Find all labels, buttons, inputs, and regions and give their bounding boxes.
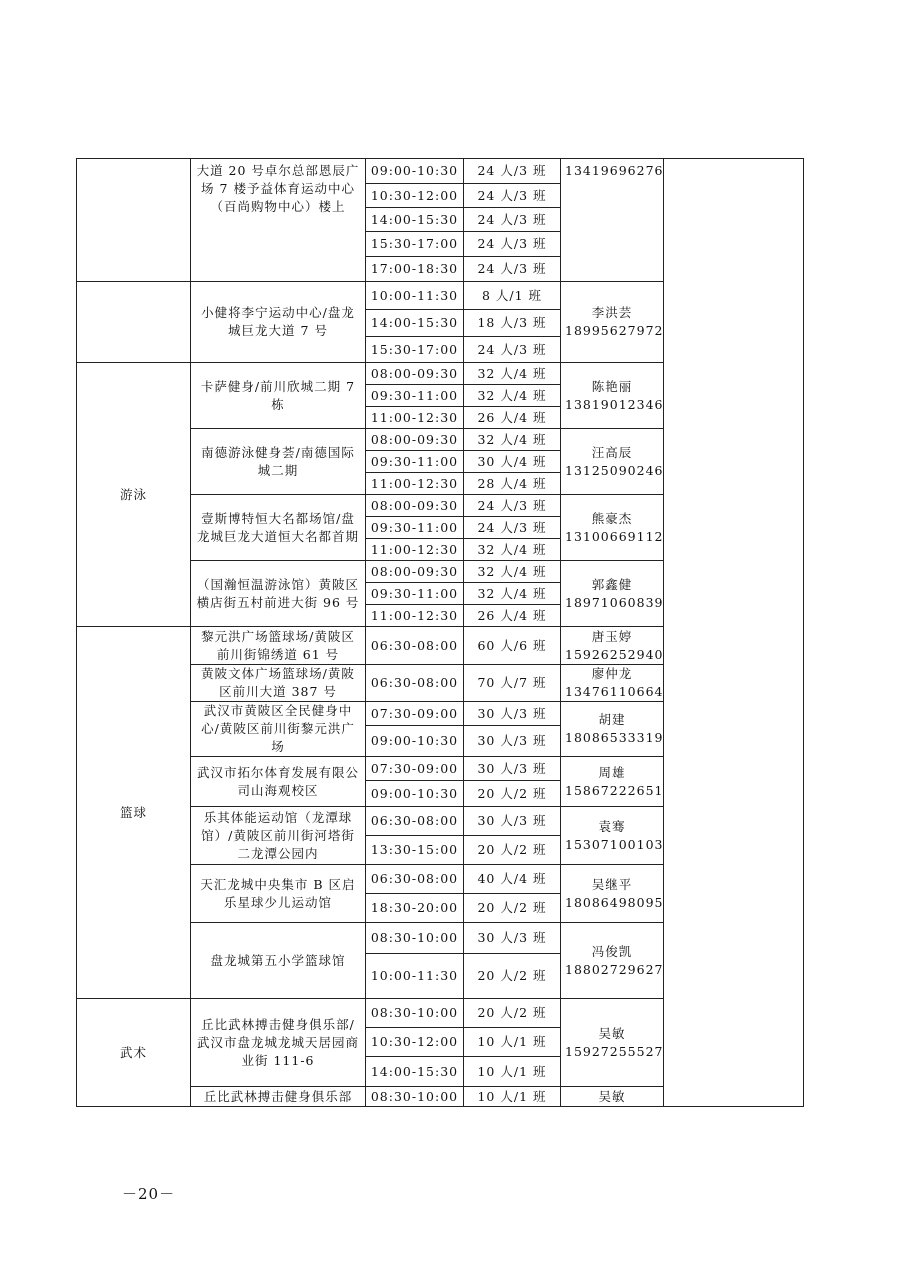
time-slot: 15:30-17:00 xyxy=(366,337,464,363)
contact-cell xyxy=(561,429,664,495)
venue-location: 天汇龙城中央集市 B 区启乐星球少儿运动馆 xyxy=(191,865,366,923)
time-slot: 06:30-08:00 xyxy=(366,665,464,702)
contact-name: 陈艳丽 xyxy=(591,378,633,394)
capacity: 20 人/2 班 xyxy=(464,781,561,807)
capacity: 30 人/4 班 xyxy=(464,451,561,473)
time-slot: 11:00-12:30 xyxy=(366,539,464,561)
capacity: 32 人/4 班 xyxy=(464,539,561,561)
capacity: 32 人/4 班 xyxy=(464,385,561,407)
contact-cell xyxy=(561,757,664,807)
venue-location: 盘龙城第五小学篮球馆 xyxy=(191,923,366,999)
time-slot: 08:00-09:30 xyxy=(366,495,464,517)
capacity: 10 人/1 班 xyxy=(464,1028,561,1057)
contact-cell xyxy=(561,159,664,282)
contact-cell xyxy=(561,665,664,702)
capacity: 30 人/3 班 xyxy=(464,807,561,836)
capacity: 10 人/1 班 xyxy=(464,1087,561,1107)
contact-phone: 18086498095 xyxy=(565,894,664,910)
contact-name: 吴敏 xyxy=(598,1025,626,1041)
contact-phone: 15927255527 xyxy=(565,1043,664,1059)
capacity: 20 人/2 班 xyxy=(464,836,561,865)
contact-cell xyxy=(561,495,664,561)
time-slot: 08:30-10:00 xyxy=(366,923,464,954)
time-slot: 11:00-12:30 xyxy=(366,407,464,429)
contact-phone: 13476110664 xyxy=(565,684,664,699)
time-slot: 11:00-12:30 xyxy=(366,605,464,627)
capacity: 30 人/3 班 xyxy=(464,702,561,726)
time-slot: 14:00-15:30 xyxy=(366,208,464,232)
venue-location: 黎元洪广场篮球场/黄陂区前川街锦绣道 61 号 xyxy=(191,627,366,665)
category-cell-empty xyxy=(77,159,191,282)
venue-location: 黄陂文体广场篮球场/黄陂区前川大道 387 号 xyxy=(191,665,366,702)
contact-name: 袁骞 xyxy=(598,818,626,834)
contact-phone: 18995627972 xyxy=(565,323,664,338)
contact-cell xyxy=(561,363,664,429)
contact-name: 周雄 xyxy=(598,764,626,780)
capacity: 20 人/2 班 xyxy=(464,999,561,1028)
capacity: 32 人/4 班 xyxy=(464,429,561,451)
capacity: 30 人/3 班 xyxy=(464,757,561,781)
contact-name: 胡建 xyxy=(598,712,626,727)
capacity: 24 人/3 班 xyxy=(464,495,561,517)
capacity: 18 人/3 班 xyxy=(464,310,561,337)
time-slot: 08:30-10:00 xyxy=(366,1087,464,1107)
capacity: 8 人/1 班 xyxy=(464,282,561,310)
contact-name: 冯俊凯 xyxy=(591,943,633,959)
category-cell-empty xyxy=(77,282,191,363)
time-slot: 08:00-09:30 xyxy=(366,561,464,583)
capacity: 24 人/3 班 xyxy=(464,517,561,539)
time-slot: 13:30-15:00 xyxy=(366,836,464,865)
time-slot: 17:00-18:30 xyxy=(366,257,464,282)
time-slot: 09:00-10:30 xyxy=(366,159,464,184)
capacity: 70 人/7 班 xyxy=(464,665,561,702)
venue-location: 武汉市拓尔体育发展有限公司山海观校区 xyxy=(191,757,366,807)
capacity: 40 人/4 班 xyxy=(464,865,561,894)
time-slot: 09:00-10:30 xyxy=(366,726,464,757)
capacity: 60 人/6 班 xyxy=(464,627,561,665)
capacity: 24 人/3 班 xyxy=(464,337,561,363)
contact-cell xyxy=(561,702,664,757)
category-basketball: 篮球 xyxy=(77,627,191,999)
contact-cell xyxy=(561,1087,664,1107)
time-slot: 09:30-11:00 xyxy=(366,583,464,605)
contact-name: 汪高辰 xyxy=(591,444,633,460)
capacity: 24 人/3 班 xyxy=(464,184,561,208)
venue-location: 大道 20 号卓尔总部恩辰广场 7 楼予益体育运动中心（百尚购物中心）楼上 xyxy=(191,159,366,282)
capacity: 30 人/3 班 xyxy=(464,923,561,954)
time-slot: 06:30-08:00 xyxy=(366,627,464,665)
capacity: 20 人/2 班 xyxy=(464,894,561,923)
contact-cell xyxy=(561,561,664,627)
contact-cell xyxy=(561,865,664,923)
time-slot: 07:30-09:00 xyxy=(366,702,464,726)
contact-name: 熊豪杰 xyxy=(591,510,633,526)
time-slot: 11:00-12:30 xyxy=(366,473,464,495)
contact-cell xyxy=(561,999,664,1087)
time-slot: 09:30-11:00 xyxy=(366,517,464,539)
capacity: 24 人/3 班 xyxy=(464,232,561,257)
time-slot: 06:30-08:00 xyxy=(366,865,464,894)
capacity: 30 人/3 班 xyxy=(464,726,561,757)
contact-name: 郭鑫健 xyxy=(591,576,633,592)
venue-location: 武汉市黄陂区全民健身中心/黄陂区前川街黎元洪广场 xyxy=(191,702,366,757)
contact-phone: 18086533319 xyxy=(565,730,664,745)
contact-cell xyxy=(561,807,664,865)
contact-phone: 18971060839 xyxy=(565,594,664,610)
capacity: 26 人/4 班 xyxy=(464,605,561,627)
contact-cell xyxy=(561,627,664,665)
venue-location: 卡萨健身/前川欣城二期 7 栋 xyxy=(191,363,366,429)
remarks-cell xyxy=(664,159,804,1107)
category-wushu: 武术 xyxy=(77,999,191,1107)
venue-location: 乐其体能运动馆（龙潭球馆）/黄陂区前川街河塔街二龙潭公园内 xyxy=(191,807,366,865)
time-slot: 18:30-20:00 xyxy=(366,894,464,923)
capacity: 32 人/4 班 xyxy=(464,561,561,583)
contact-phone: 13419696276 xyxy=(565,163,664,178)
time-slot: 08:30-10:00 xyxy=(366,999,464,1028)
venue-location: 南德游泳健身荟/南德国际城二期 xyxy=(191,429,366,495)
time-slot: 10:00-11:30 xyxy=(366,954,464,999)
time-slot: 10:30-12:00 xyxy=(366,184,464,208)
time-slot: 14:00-15:30 xyxy=(366,1057,464,1087)
contact-phone: 18802729627 xyxy=(565,961,664,977)
contact-phone: 15926252940 xyxy=(565,646,664,662)
contact-name: 唐玉婷 xyxy=(591,628,633,644)
time-slot: 10:30-12:00 xyxy=(366,1028,464,1057)
capacity: 32 人/4 班 xyxy=(464,583,561,605)
contact-name: 吴敏 xyxy=(598,1088,626,1104)
time-slot: 09:30-11:00 xyxy=(366,385,464,407)
contact-name: 吴继平 xyxy=(591,876,633,892)
capacity: 10 人/1 班 xyxy=(464,1057,561,1087)
contact-phone: 15867222651 xyxy=(565,782,664,798)
time-slot: 07:30-09:00 xyxy=(366,757,464,781)
category-swimming: 游泳 xyxy=(77,363,191,627)
venue-location: 丘比武林搏击健身俱乐部 xyxy=(191,1087,366,1107)
venue-location: （国瀚恒温游泳馆）黄陂区横店街五村前进大街 96 号 xyxy=(191,561,366,627)
capacity: 26 人/4 班 xyxy=(464,407,561,429)
venue-location: 丘比武林搏击健身俱乐部/武汉市盘龙城龙城天居园商业街 111-6 xyxy=(191,999,366,1087)
time-slot: 08:00-09:30 xyxy=(366,363,464,385)
capacity: 20 人/2 班 xyxy=(464,954,561,999)
contact-name: 李洪芸 xyxy=(591,305,633,320)
time-slot: 08:00-09:30 xyxy=(366,429,464,451)
contact-cell xyxy=(561,282,664,363)
capacity: 24 人/3 班 xyxy=(464,159,561,184)
time-slot: 14:00-15:30 xyxy=(366,310,464,337)
capacity: 24 人/3 班 xyxy=(464,208,561,232)
schedule-table xyxy=(76,158,804,1107)
contact-phone: 13100669112 xyxy=(565,528,664,544)
venue-location: 壹斯博特恒大名都场馆/盘龙城巨龙大道恒大名都首期 xyxy=(191,495,366,561)
venue-location: 小健将李宁运动中心/盘龙城巨龙大道 7 号 xyxy=(191,282,366,363)
time-slot: 15:30-17:00 xyxy=(366,232,464,257)
page-number: －20－ xyxy=(122,1185,176,1203)
contact-phone: 15307100103 xyxy=(565,836,664,852)
contact-name: 廖仲龙 xyxy=(591,666,633,681)
time-slot: 10:00-11:30 xyxy=(366,282,464,310)
time-slot: 09:00-10:30 xyxy=(366,781,464,807)
time-slot: 09:30-11:00 xyxy=(366,451,464,473)
contact-cell xyxy=(561,923,664,999)
capacity: 24 人/3 班 xyxy=(464,257,561,282)
capacity: 32 人/4 班 xyxy=(464,363,561,385)
capacity: 28 人/4 班 xyxy=(464,473,561,495)
contact-phone: 13125090246 xyxy=(565,462,664,478)
time-slot: 06:30-08:00 xyxy=(366,807,464,836)
contact-phone: 13819012346 xyxy=(565,396,664,412)
